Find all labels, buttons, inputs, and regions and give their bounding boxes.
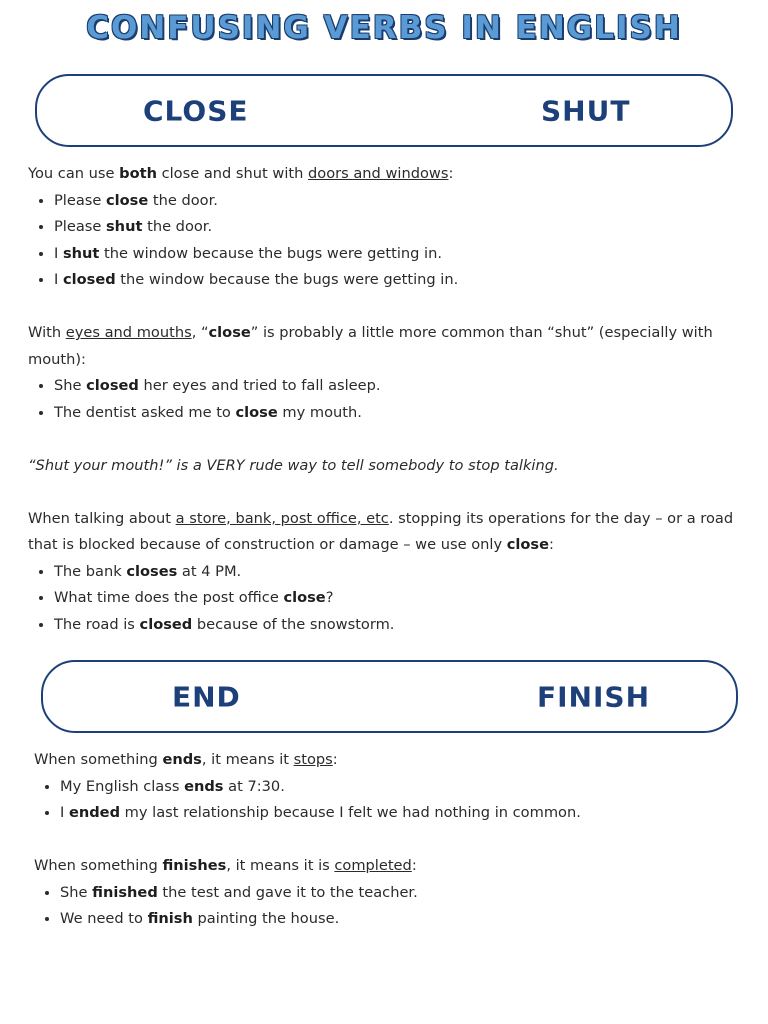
list-item: • She finished the test and gave it to the teacher. [60,880,740,907]
list-stores-roads [28,559,740,639]
list-item: • Please close the door. [54,188,740,215]
list-item: • We need to finish painting the house. [60,906,740,933]
end-finish-section [34,747,740,933]
list-item: • Please shut the door. [54,214,740,241]
list-item: • The road is closed because of the snowstorm. [54,612,740,639]
close-shut-section [28,161,740,638]
list-item: • I ended my last relationship because I felt we had nothing in common. [60,800,740,827]
close-shut-header [35,74,733,147]
list-item: • My English class ends at 7:30. [60,774,740,801]
word-finish: FINISH [537,680,650,713]
list-finishes [34,880,740,933]
word-shut: SHUT [541,94,631,127]
list-doors-windows [28,188,740,294]
page-title: CONFUSING VERBS IN ENGLISH [86,10,682,46]
list-item: • She closed her eyes and tried to fall asleep. [54,373,740,400]
paragraph-finishes: When something finishes, it means it is completed: [34,857,417,874]
word-close: CLOSE [143,94,249,127]
list-item: • The dentist asked me to close my mouth. [54,400,740,427]
paragraph-ends: When something ends, it means it stops: [34,751,338,768]
list-eyes-mouths [28,373,740,426]
end-finish-header [41,660,738,733]
paragraph-doors-windows: You can use both close and shut with doors and windows: [28,165,454,182]
list-ends [34,774,740,827]
word-end: END [172,680,241,713]
list-item: • I shut the window because the bugs were getting in. [54,241,740,268]
paragraph-stores-roads: When talking about a store, bank, post office, etc. stopping its operations for the day – or a road that is blocked because of construction or damage – we use only close: [28,509,734,553]
list-item: • I closed the window because the bugs were getting in. [54,267,740,294]
note-rude-phrase: “Shut your mouth!” is a VERY rude way to tell somebody to stop talking. [28,456,559,474]
list-item: • What time does the post office close? [54,585,740,612]
paragraph-eyes-mouths: With eyes and mouths, “close” is probably a little more common than “shut” (especially with mouth): [28,324,713,368]
list-item: • The bank closes at 4 PM. [54,559,740,586]
